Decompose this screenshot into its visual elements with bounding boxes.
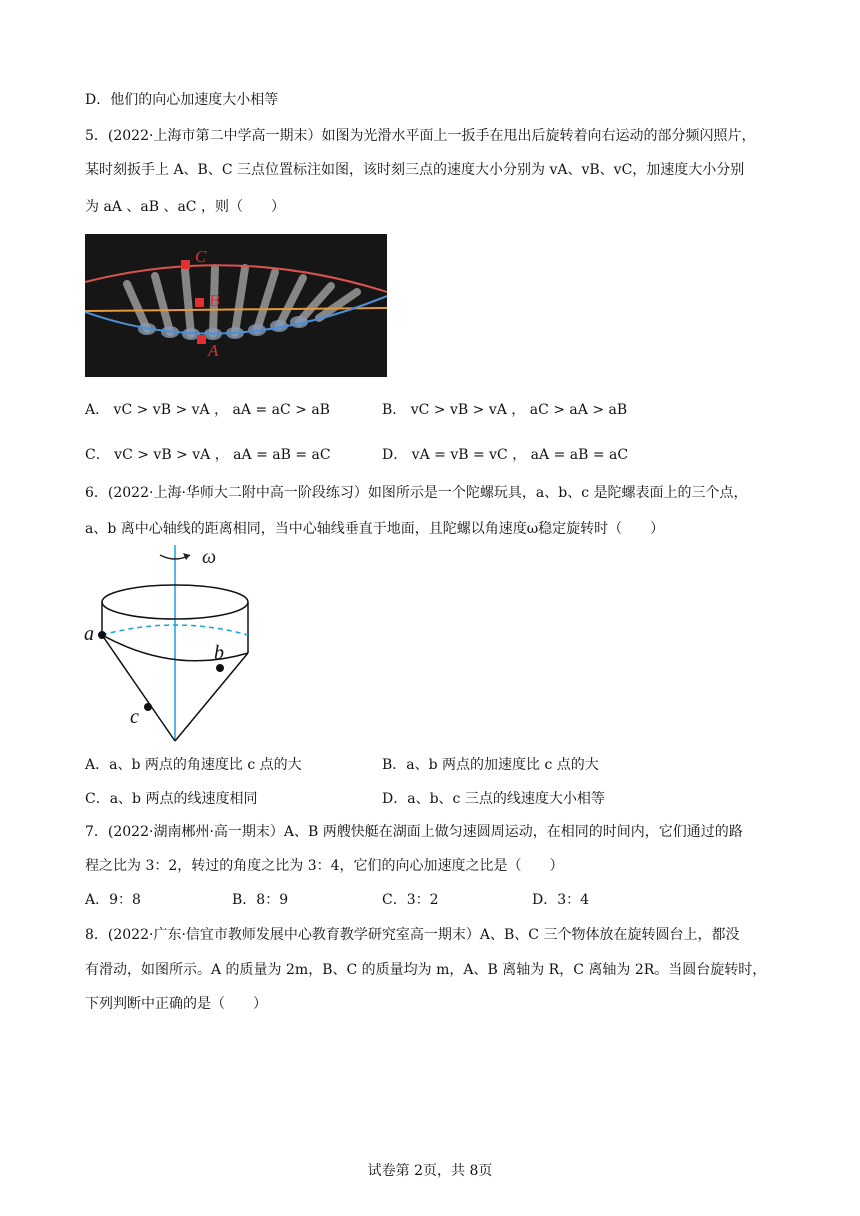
q7-stem-line2: 程之比为 3：2，转过的角度之比为 3：4，它们的向心加速度之比是（ ） bbox=[85, 858, 564, 874]
spinning-top-figure bbox=[80, 545, 280, 745]
q5-option-a: A． vC > vB > vA ， aA = aC > aB bbox=[85, 402, 330, 418]
q6-stem-line1: 6．(2022·上海·华师大二附中高一阶段练习）如图所示是一个陀螺玩具，a、b、c 是陀螺表面上的三个点， bbox=[85, 485, 748, 501]
q6-option-a: A．a、b 两点的角速度比 c 点的大 bbox=[85, 757, 302, 773]
q5-option-c: C． vC > vB > vA ， aA = aB = aC bbox=[85, 447, 331, 463]
q7-option-c: C．3：2 bbox=[382, 892, 439, 908]
q5-option-d: D． vA = vB = vC ， aA = aB = aC bbox=[382, 447, 629, 463]
wrench-strobe-photo bbox=[85, 234, 387, 377]
point-b-label: b bbox=[214, 642, 224, 664]
q4-option-d: D．他们的向心加速度大小相等 bbox=[85, 92, 279, 108]
q6-option-d: D．a、b、c 三点的线速度大小相等 bbox=[382, 791, 605, 807]
q5-stem-line3: 为 aA 、aB 、aC ，则（ ） bbox=[85, 199, 285, 215]
q5-stem-line1: 5．(2022·上海市第二中学高一期末）如图为光滑水平面上一扳手在甩出后旋转着向右运动的部分频闪照片， bbox=[85, 128, 756, 144]
page-footer: 试卷第 2页，共 8页 bbox=[367, 1163, 493, 1179]
q8-stem-line2: 有滑动，如图所示。A 的质量为 2m，B、C 的质量均为 m，A、B 离轴为 R，C 离轴为 2R。当圆台旋转时， bbox=[85, 962, 767, 978]
point-a-label: a bbox=[84, 623, 94, 645]
q6-option-b: B．a、b 两点的加速度比 c 点的大 bbox=[382, 757, 599, 773]
label-b: B bbox=[209, 291, 220, 310]
q7-option-d: D．3：4 bbox=[532, 892, 590, 908]
q5-option-b: B． vC > vB > vA ， aC > aA > aB bbox=[382, 402, 628, 418]
omega-label: ω bbox=[202, 546, 217, 568]
q8-stem-line1: 8．(2022·广东·信宜市教师发展中心教育教学研究室高一期末）A、B、C 三个物体放在旋转圆台上，都没 bbox=[85, 927, 740, 943]
q7-stem-line1: 7．(2022·湖南郴州·高一期末）A、B 两艘快艇在湖面上做匀速圆周运动，在相同的时间内，它们通过的路 bbox=[85, 824, 743, 840]
wrench-photo-drawing bbox=[85, 234, 387, 377]
q6-option-c: C．a、b 两点的线速度相同 bbox=[85, 791, 258, 807]
q7-option-b: B．8：9 bbox=[232, 892, 289, 908]
q7-option-a: A．9：8 bbox=[85, 892, 141, 908]
point-c-label: c bbox=[130, 706, 139, 728]
q8-stem-line3: 下列判断中正确的是（ ） bbox=[85, 996, 267, 1012]
label-c: C bbox=[195, 247, 207, 266]
q6-stem-line2: a、b 离中心轴线的距离相同，当中心轴线垂直于地面，且陀螺以角速度ω稳定旋转时（ ） bbox=[85, 521, 665, 537]
label-a: A bbox=[208, 341, 219, 360]
q5-stem-line2: 某时刻扳手上 A、B、C 三点位置标注如图，该时刻三点的速度大小分别为 vA、vB、vC，加速度大小分别 bbox=[85, 162, 745, 178]
